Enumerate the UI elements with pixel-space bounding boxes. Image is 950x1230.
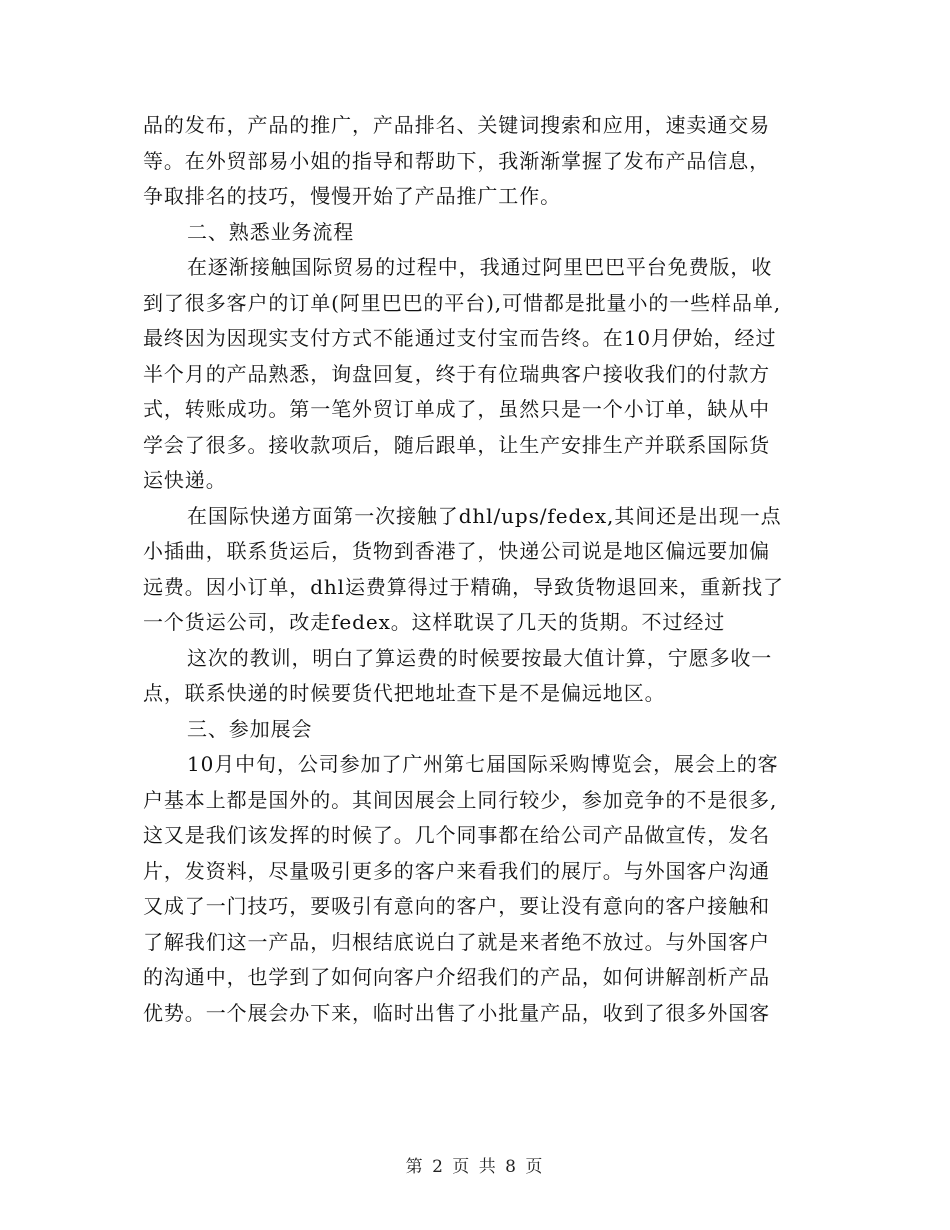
text-line: 式，转账成功。第一笔外贸订单成了，虽然只是一个小订单，缺从中	[143, 397, 770, 421]
text-line: 在国际快递方面第一次接触了dhl/ups/fedex,其间还是出现一点	[187, 503, 782, 528]
text-line: 这次的教训，明白了算运费的时候要按最大值计算，宁愿多收一	[187, 645, 773, 670]
text-line: 这又是我们该发挥的时候了。几个同事都在给公司产品做宣传，发名	[143, 823, 770, 847]
page-footer: 第 2 页 共 8 页	[405, 1157, 545, 1177]
text-line: 了解我们这一产品，归根结底说白了就是来者绝不放过。与外国客户	[143, 929, 770, 954]
text-line: 最终因为因现实支付方式不能通过支付宝而告终。在10月伊始，经过	[143, 326, 777, 350]
text-line: 户基本上都是国外的。其间因展会上同行较少，参加竞争的不是很多,	[143, 787, 778, 812]
text-line: 二、熟悉业务流程	[187, 219, 355, 244]
text-line: 优势。一个展会办下来，临时出售了小批量产品，收到了很多外国客	[143, 1000, 770, 1025]
text-line: 半个月的产品熟悉，询盘回复，终于有位瑞典客户接收我们的付款方	[143, 361, 770, 386]
text-line: 运快递。	[143, 468, 227, 492]
text-line: 学会了很多。接收款项后，随后跟单，让生产安排生产并联系国际货	[143, 432, 770, 457]
text-line: 品的发布，产品的推广，产品排名、关键词搜索和应用，速卖通交易	[143, 113, 770, 137]
text-line: 片，发资料，尽量吸引更多的客户来看我们的展厅。与外国客户沟通	[143, 858, 770, 883]
text-line: 到了很多客户的订单(阿里巴巴的平台),可惜都是批量小的一些样品单,	[143, 290, 782, 315]
text-line: 的沟通中，也学到了如何向客户介绍我们的产品，如何讲解剖析产品	[143, 965, 770, 989]
text-line: 三、参加展会	[187, 716, 313, 741]
text-line: 在逐渐接触国际贸易的过程中，我通过阿里巴巴平台免费版，收	[187, 255, 773, 279]
text-line: 小插曲，联系货运后，货物到香港了，快递公司说是地区偏远要加偏	[143, 539, 770, 563]
text-line: 10月中旬，公司参加了广州第七届国际采购博览会，展会上的客	[187, 752, 779, 776]
text-line: 等。在外贸部易小姐的指导和帮助下，我渐渐掌握了发布产品信息，	[143, 148, 770, 173]
text-line: 一个货运公司，改走fedex。这样耽误了几天的货期。不过经过	[143, 610, 726, 634]
text-line: 点，联系快递的时候要货代把地址查下是不是偏远地区。	[143, 681, 666, 705]
document-body	[143, 108, 823, 1031]
text-line: 争取排名的技巧，慢慢开始了产品推广工作。	[143, 184, 561, 208]
text-line: 远费。因小订单，dhl运费算得过于精确，导致货物退回来，重新找了	[143, 574, 784, 599]
text-line: 又成了一门技巧，要吸引有意向的客户，要让没有意向的客户接触和	[143, 894, 770, 918]
